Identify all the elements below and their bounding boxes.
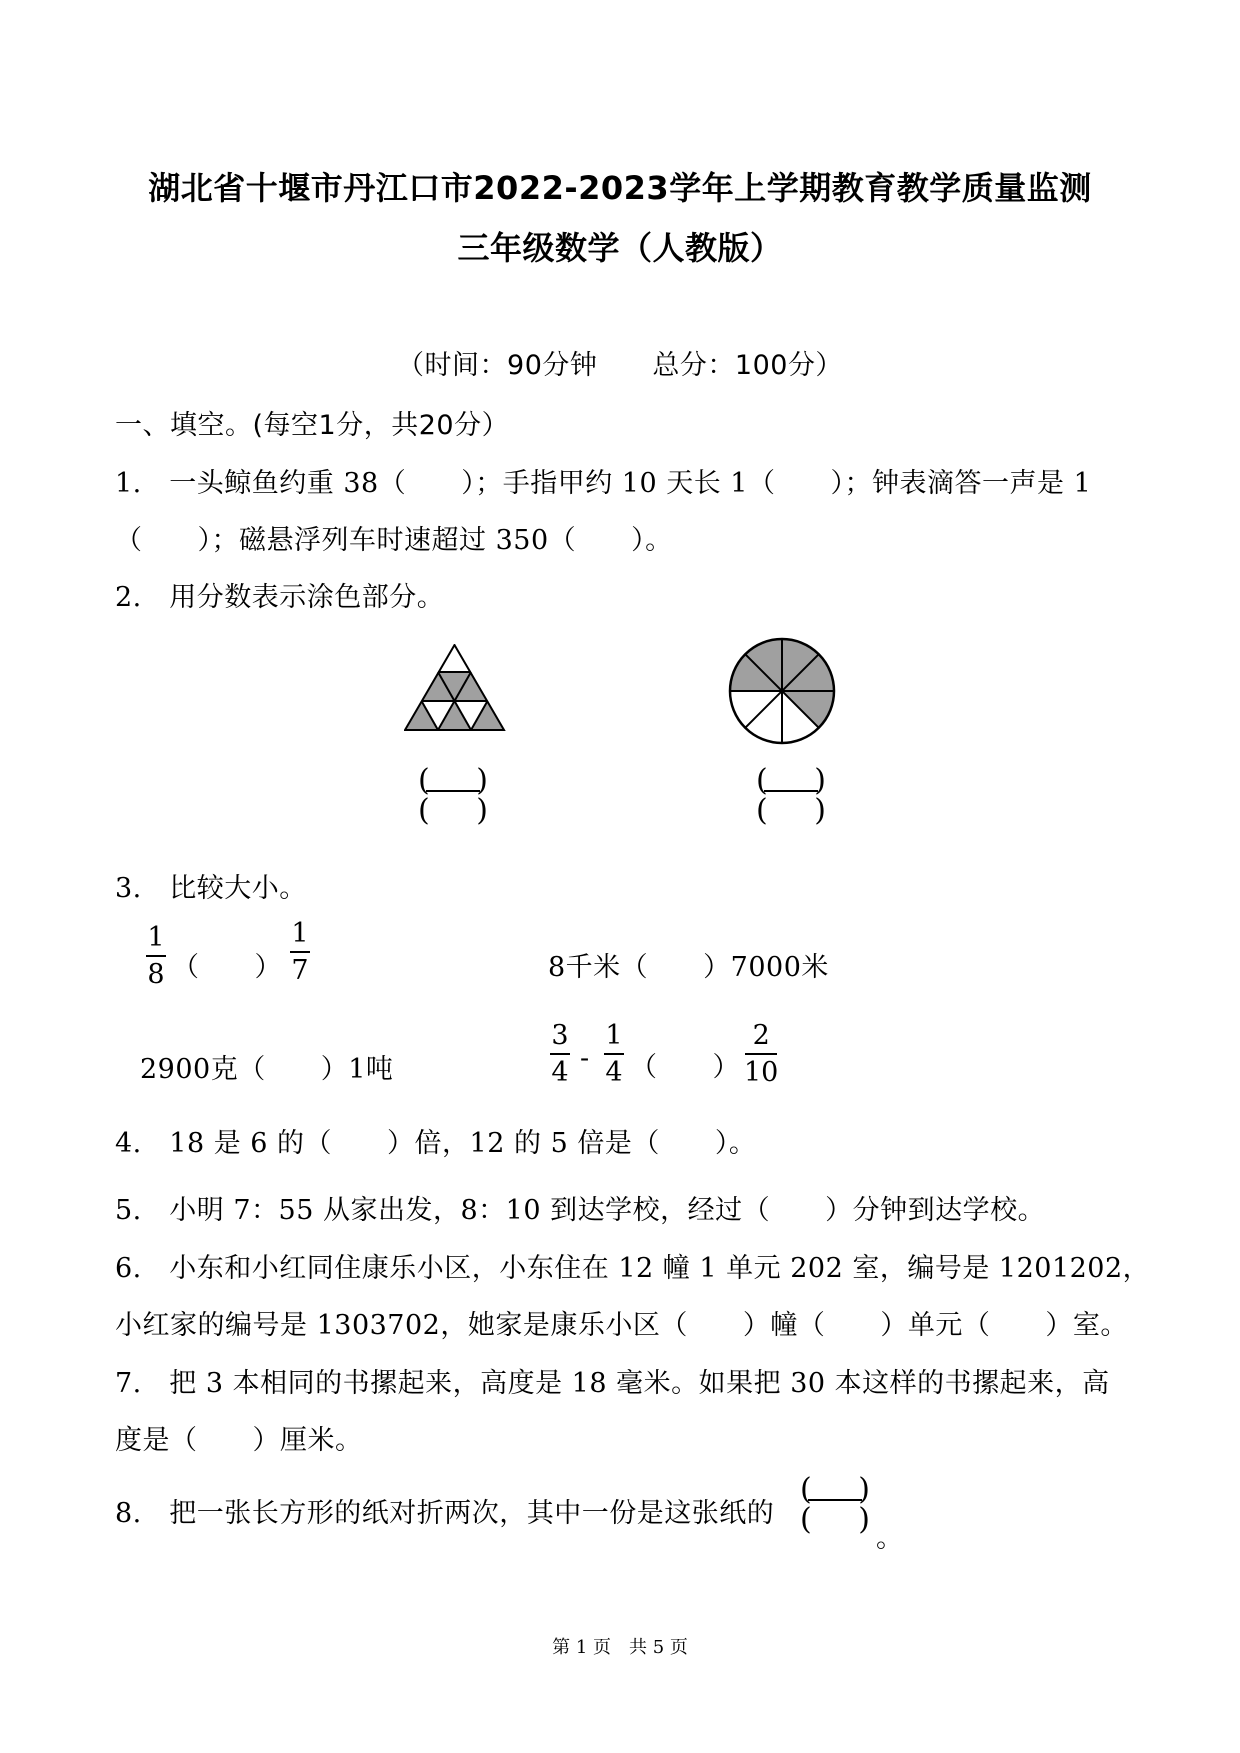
triangle-cell-shaded [438,701,471,730]
fraction-one-quarter: 1 4 [605,1020,623,1089]
question-7-line-2: 度是（ ）厘米。 [115,1425,363,1456]
section-1-heading: 一、填空。(每空1分，共20分） [115,410,510,441]
minus-sign: - [580,1043,590,1074]
page-title-line2: 三年级数学（人教版） [457,229,783,267]
triangle-cell-shaded [405,701,438,730]
compare-g-t: 2900克（ ）1吨 [140,1054,394,1085]
answer-fraction-circle[interactable]: ( ) ( ) [756,763,826,828]
answer-fraction-triangle[interactable]: ( ) ( ) [418,763,488,828]
fraction-three-quarters: 3 4 [551,1020,569,1089]
question-6-line-2: 小红家的编号是 1303702，她家是康乐小区（ ）幢（ ）单元（ ）室。 [115,1310,1128,1341]
fraction-one-seventh: 1 7 [291,918,309,987]
fraction-two-tenths: 2 10 [744,1020,779,1089]
fraction-one-eighth: 1 8 [147,922,165,991]
page-title-line1: 湖北省十堰市丹江口市2022-2023学年上学期教育教学质量监测 [148,169,1092,207]
page-footer: 第 1 页 共 5 页 [552,1637,688,1658]
circle-figure [728,637,836,745]
question-8-period: 。 [876,1523,904,1554]
circle-sector-shaded [782,691,834,728]
triangle-figure [404,644,506,732]
question-1-line-1: 1. 一头鲸鱼约重 38（ ）；手指甲约 10 天长 1（ ）；钟表滴答一声是 1 [115,468,1092,499]
triangle-cell-shaded [471,701,504,730]
question-7-line-1: 7. 把 3 本相同的书摞起来，高度是 18 毫米。如果把 30 本这样的书摞起来，高 [115,1368,1110,1399]
question-1-line-2: （ ）；磁悬浮列车时速超过 350（ ）。 [115,525,673,556]
compare-km-m: 8千米（ ）7000米 [548,952,829,983]
compare-blank-4[interactable]: （ ） [630,1052,740,1083]
question-5-text: 5. 小明 7：55 从家出发，8：10 到达学校，经过（ ）分钟到达学校。 [115,1195,1046,1226]
exam-info: （时间：90分钟 总分：100分） [397,350,843,381]
question-2-text: 2. 用分数表示涂色部分。 [115,582,445,613]
question-4-text: 4. 18 是 6 的（ ）倍，12 的 5 倍是（ ）。 [115,1128,757,1159]
question-6-line-1: 6. 小东和小红同住康乐小区，小东住在 12 幢 1 单元 202 室，编号是 1201202， [115,1253,1151,1284]
answer-fraction-q8[interactable]: ( ) ( ) [800,1472,870,1537]
question-3-text: 3. 比较大小。 [115,873,307,904]
compare-blank-1[interactable]: （ ） [172,952,282,983]
question-8-text: 8. 把一张长方形的纸对折两次，其中一份是这张纸的 [115,1498,775,1529]
